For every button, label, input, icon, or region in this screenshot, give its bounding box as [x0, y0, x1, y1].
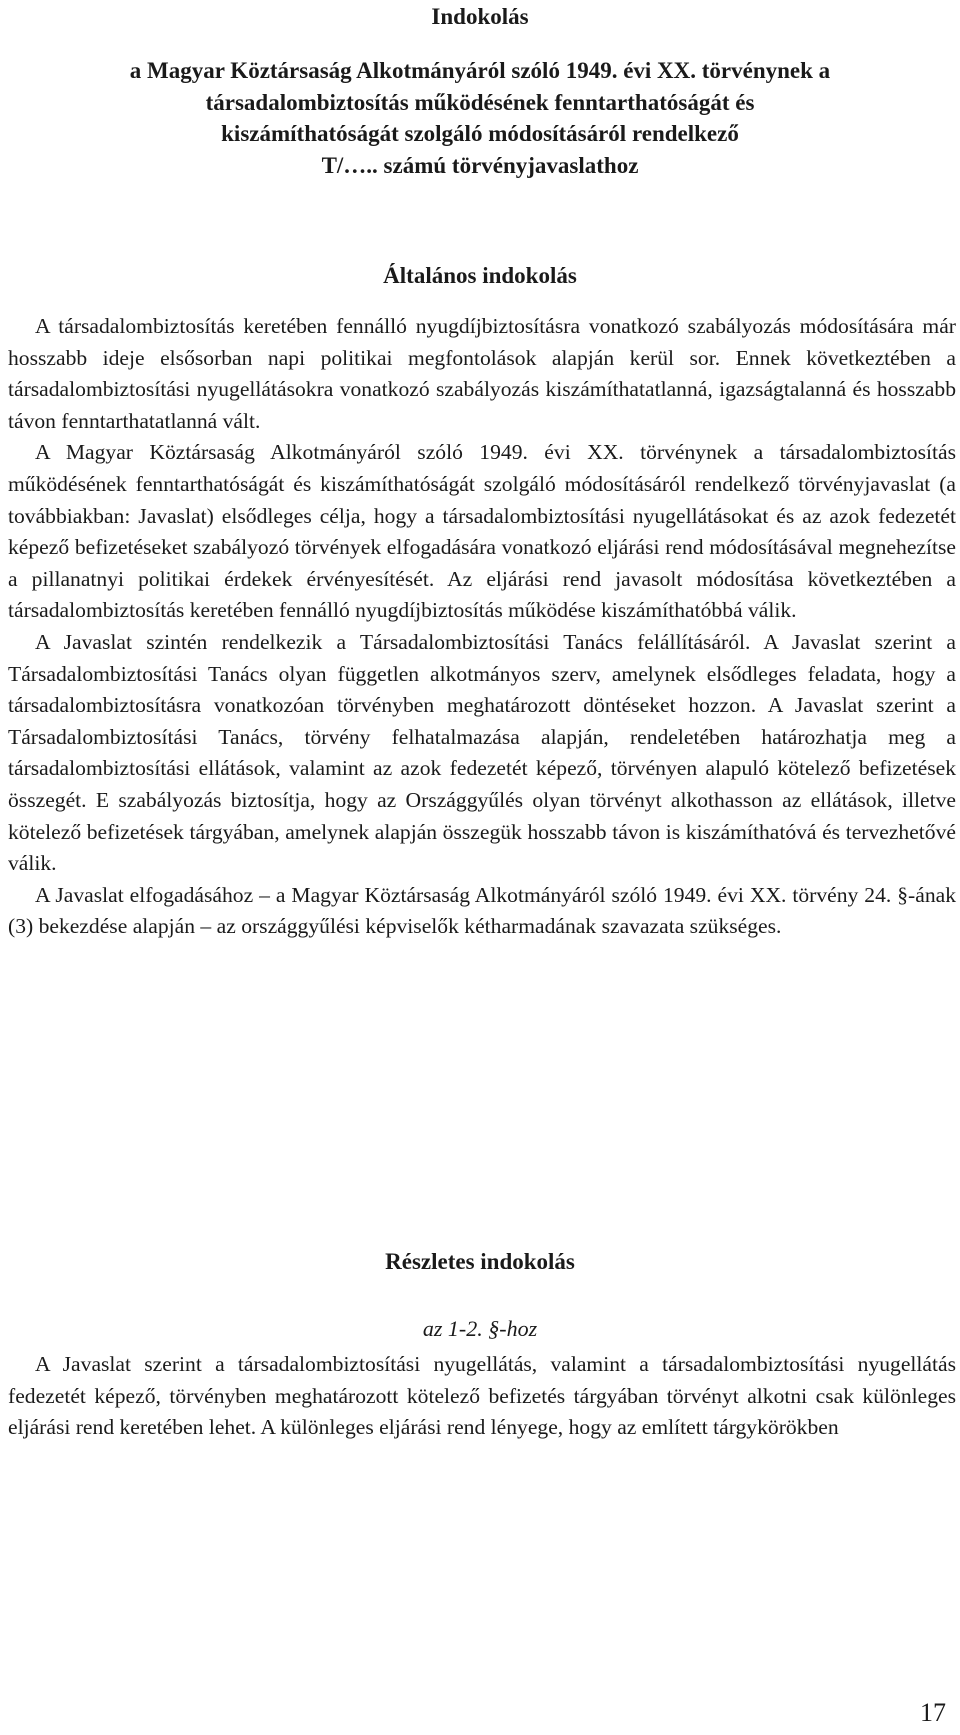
paragraph: A Javaslat elfogadásához – a Magyar Köztársaság Alkotmányáról szóló 1949. évi XX. törvény 24. §-ának (3) bekezdése alapján – az országgyűlési képviselők kétharmadának szavazata szükséges.: [8, 882, 956, 939]
detailed-section-body: [8, 1349, 956, 1444]
subject-line: T/….. számú törvényjavaslathoz: [321, 152, 639, 178]
page-number: 17: [920, 1698, 946, 1727]
document-subject: [0, 55, 960, 181]
subject-line: a Magyar Köztársaság Alkotmányáról szóló 1949. évi XX. törvénynek a: [129, 58, 831, 83]
general-section-body: [8, 311, 956, 943]
paragraph: A társadalombiztosítás keretében fennálló nyugdíjbiztosításra vonatkozó szabályozás módosítására már hosszabb ideje elsősorban napi politikai megfontolások alapján kerül sor. Ennek következtében a társadalombiztosítási nyugellátásokra vonatkozó szabályozás kiszámíthatatlanná, igazságtalanná és hosszabb távon fenntarthatatlanná vált.: [8, 314, 956, 433]
paragraph: A Javaslat szintén rendelkezik a Társadalombiztosítási Tanács felállításáról. A Javaslat szerint a Társadalombiztosítási Tanács olyan független alkotmányos szerv, amelynek elsődleges feladata, hogy a társadalombiztosításra vonatkozóan törvényben meghatározott döntéseket hozzon. A Javaslat szerint a Társadalombiztosítási Tanács, törvény felhatalmazása alapján, rendeletében határozhatja meg a társadalombiztosítási ellátások, valamint az azok fedezetét képező, törvényen alapuló kötelező befizetések összegét. E szabályozás biztosítja, hogy az Országgyűlés olyan törvényt alkothasson az ellátások, illetve kötelező befizetések tárgyában, amelynek alapján összegük hosszabb távon is kiszámíthatóvá és tervezhetővé válik.: [8, 629, 956, 876]
detailed-section-heading: Részletes indokolás: [385, 1249, 575, 1274]
document-title: Indokolás: [431, 4, 529, 29]
subject-line: társadalombiztosítás működésének fenntarthatóságát és: [205, 89, 755, 115]
detailed-section-subheading: az 1-2. §-hoz: [422, 1316, 538, 1341]
general-section-heading: Általános indokolás: [383, 263, 577, 288]
paragraph: A Javaslat szerint a társadalombiztosítási nyugellátás, valamint a társadalombiztosítási nyugellátás fedezetét képező, törvényben meghatározott kötelező befizetés tárgyában törvényt alkotni csak különleges eljárási rend keretében lehet. A különleges eljárási rend lényege, hogy az említett tárgykörökben: [8, 1352, 956, 1440]
paragraph: A Magyar Köztársaság Alkotmányáról szóló 1949. évi XX. törvénynek a társadalombiztosítás működésének fenntarthatóságát és kiszámíthatóságát szolgáló módosításáról rendelkező törvényjavaslat (a továbbiakban: Javaslat) elsődleges célja, hogy a társadalombiztosítási nyugellátásokat és az azok fedezetét képező befizetéseket szabályozó törvények elfogadására vonatkozó eljárási rend módosításával megnehezítse a pillanatnyi politikai érdekek érvényesítését. Az eljárási rend javasolt módosítása következtében a társadalombiztosítás keretében fennálló nyugdíjbiztosítás működése kiszámíthatóbbá válik.: [8, 440, 956, 623]
subject-line: kiszámíthatóságát szolgáló módosításáról rendelkező: [221, 121, 739, 146]
